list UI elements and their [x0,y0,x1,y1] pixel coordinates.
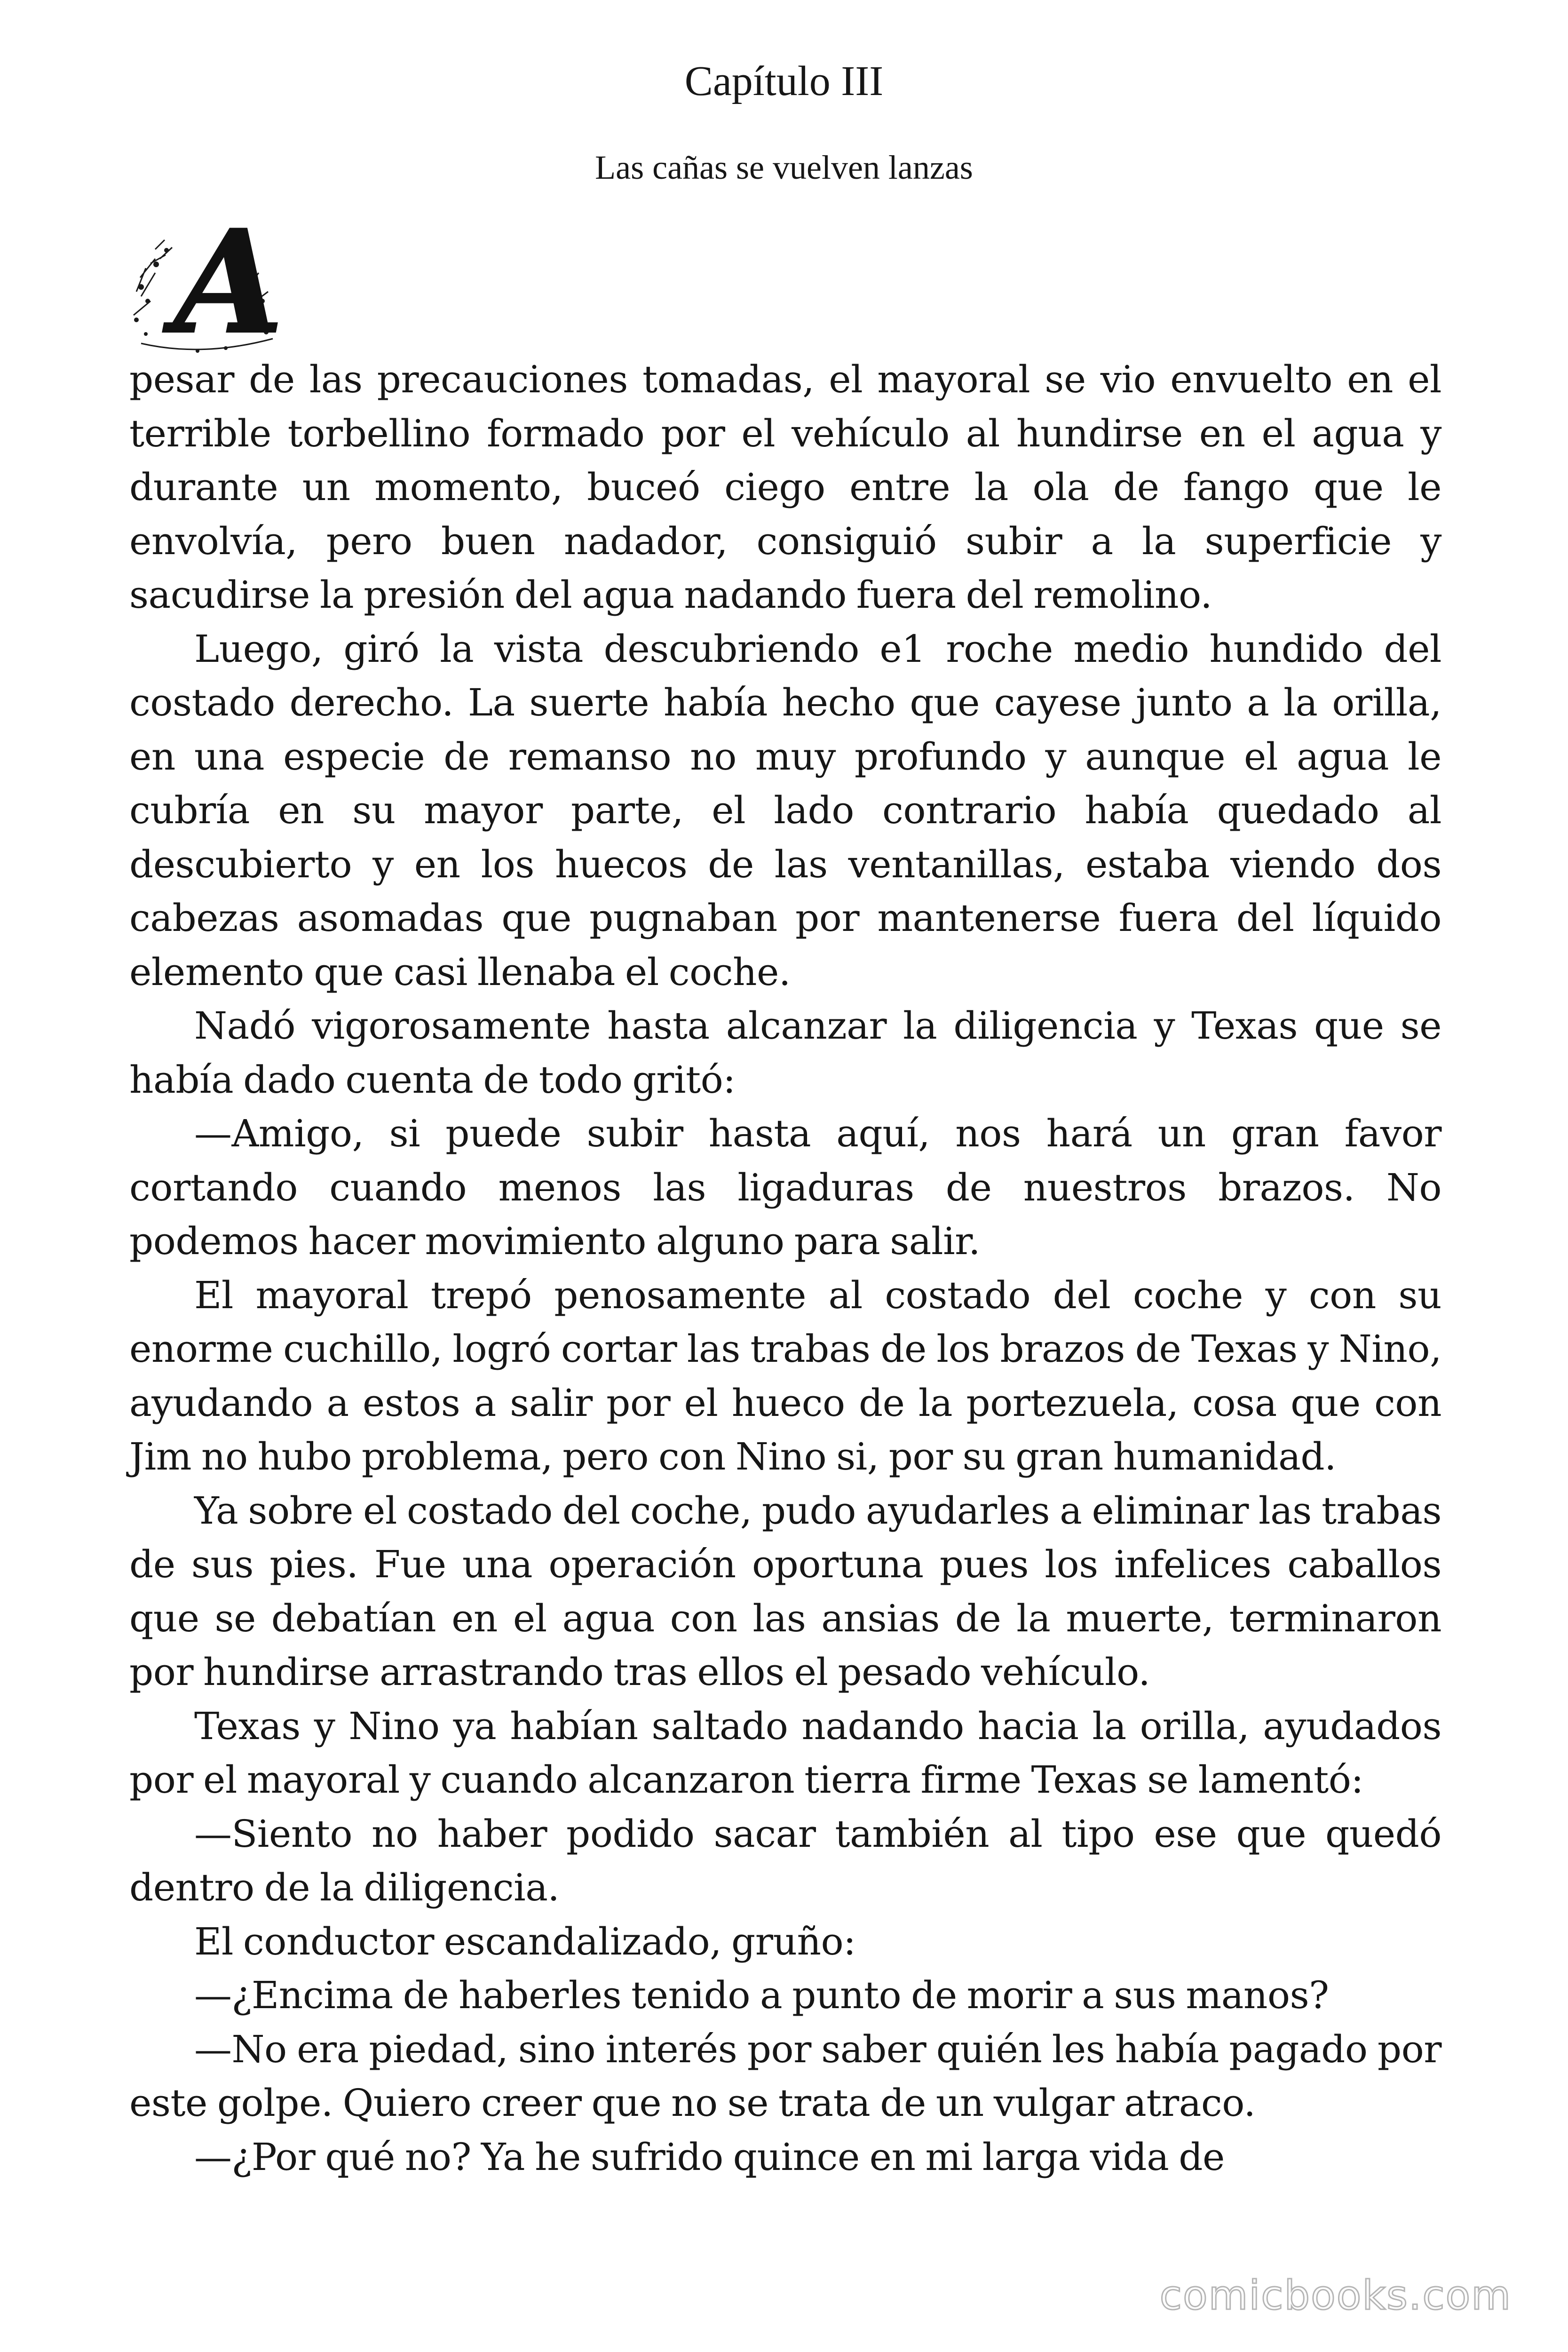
paragraph: pesar de las precauciones tomadas, el mayoral se vio envuelto en el terrible torbellino formado por el vehículo al hundirse en el agua y durante un momento, buceó ciego entre la ola de fango que le envolvía, pero buen nadador, consiguió subir a la superficie y sacudirse la presión del agua nadando fuera del remolino. [129,358,1441,617]
paragraph: Texas y Nino ya habían saltado nadando hacia la orilla, ayudados por el mayoral y cuando alcanzaron tierra firme Texas se lamentó: [129,1704,1441,1802]
dialogue-paragraph: —Amigo, si puede subir hasta aquí, nos hará un gran favor cortando cuando menos las ligaduras de nuestros brazos. No podemos hacer movimiento alguno para salir. [129,1112,1441,1263]
dialogue-paragraph: —Siento no haber podido sacar también al tipo ese que quedó dentro de la diligencia. [129,1812,1441,1909]
drop-cap-letter: A [174,199,284,365]
paragraph: Luego, giró la vista descubriendo e1 roche medio hundido del costado derecho. La suerte había hecho que cayese junto a la orilla, en una especie de remanso no muy profundo y aunque el agua le cubría en su mayor parte, el lado contrario había quedado al descubierto y en los huecos de las ventanillas, estaba viendo dos cabezas asomadas que pugnaban por mantenerse fuera del líquido elemento que casi llenaba el coche. [129,627,1441,994]
dialogue-paragraph: —¿Por qué no? Ya he sufrido quince en mi larga vida de [194,2135,1225,2179]
watermark: comicbooks.com [1159,2272,1512,2319]
paragraph: Ya sobre el costado del coche, pudo ayudarles a eliminar las trabas de sus pies. Fue una operación oportuna pues los infelices caballos que se debatían en el agua con las ansias de la muerte, terminaron por hundirse arrastrando tras ellos el pesado vehículo. [129,1488,1441,1694]
dialogue-paragraph: —¿Encima de haberles tenido a punto de morir a sus manos? [194,1973,1329,2017]
drop-cap [127,199,284,365]
paragraph: El conductor escandalizado, gruño: [194,1919,856,1963]
paragraph: Nadó vigorosamente hasta alcanzar la diligencia y Texas que se había dado cuenta de todo gritó: [129,1004,1441,1102]
chapter-subtitle: Las cañas se vuelven lanzas [595,149,973,186]
chapter-title: Capítulo III [684,58,884,104]
dialogue-paragraph: —No era piedad, sino interés por saber quién les había pagado por este golpe. Quiero creer que no se trata de un vulgar atraco. [129,2027,1441,2125]
chapter-body [129,353,1441,2184]
paragraph: El mayoral trepó penosamente al costado del coche y con su enorme cuchillo, logró cortar las trabas de los brazos de Texas y Nino, ayudando a estos a salir por el hueco de la portezuela, cosa que con Jim no hubo problema, pero con Nino si, por su gran humanidad. [129,1273,1441,1478]
